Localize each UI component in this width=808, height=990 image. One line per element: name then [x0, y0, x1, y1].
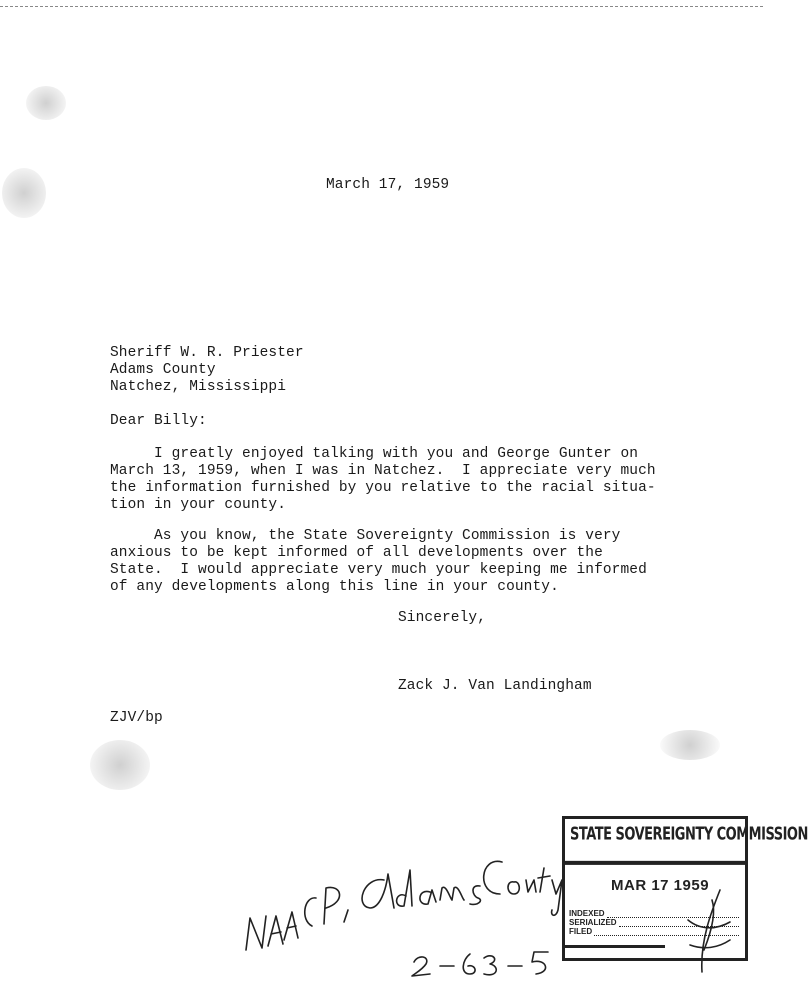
handwritten-file-number	[412, 952, 548, 976]
recipient-city: Natchez, Mississippi	[110, 379, 287, 395]
paragraph-line: tion in your county.	[110, 497, 287, 513]
stamp-row-filed: FILED	[569, 927, 739, 936]
handwritten-subject	[246, 861, 562, 950]
stamp-date: MAR 17 1959	[611, 877, 710, 894]
paragraph-line: As you know, the State Sovereignty Commission is very	[110, 528, 621, 544]
closing: Sincerely,	[398, 610, 487, 626]
salutation: Dear Billy:	[110, 413, 207, 429]
paragraph-line: I greatly enjoyed talking with you and George Gunter on	[110, 446, 639, 462]
paragraph-line: of any developments along this line in your county.	[110, 579, 559, 595]
recipient-name: Sheriff W. R. Priester	[110, 345, 304, 361]
recipient-county: Adams County	[110, 362, 216, 378]
letter-date: March 17, 1959	[326, 177, 450, 193]
typist-initials: ZJV/bp	[110, 710, 163, 726]
signer-name: Zack J. Van Landingham	[398, 678, 592, 694]
stamp-title: STATE SOVEREIGNTY COMMISSION	[565, 819, 745, 865]
stamp-row-indexed: INDEXED	[569, 909, 739, 918]
paragraph-line: State. I would appreciate very much your keeping me informed	[110, 562, 647, 578]
paragraph-line: March 13, 1959, when I was in Natchez. I appreciate very much	[110, 463, 656, 479]
initials-scrawl	[688, 890, 730, 972]
stamp-row-serialized: SERIALIZED	[569, 918, 739, 927]
paragraph-line: anxious to be kept informed of all developments over the	[110, 545, 603, 561]
paragraph-line: the information furnished by you relative to the racial situa-	[110, 480, 656, 496]
